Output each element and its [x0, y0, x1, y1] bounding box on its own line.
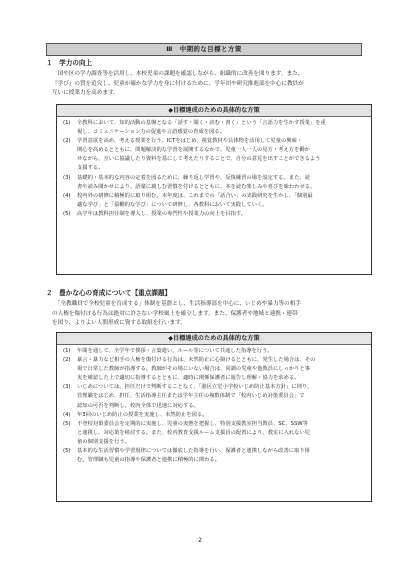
section1-measures-title: ◆目標達成のための具体的な方策: [57, 105, 371, 117]
item-line: 暴言・暴力など相手の人権を傷付ける行為は、未然防止に心掛けるとともに、発生した場合は、その: [77, 357, 316, 364]
item-line: 校内外の研修に積極的に取り組む。本年度は、これまでの「話合い」の実践研究を生かし、「個別最: [77, 192, 313, 199]
item-line: 関心を高めるとともに、問題解決的な学習を展開するなかで、児童一人一人の見方・考え方を働か: [77, 147, 310, 154]
page-number: 2: [198, 537, 202, 544]
item-line: 高学年は教科担任制を導入し、授業の専門性や授業力の向上を目指す。: [77, 210, 247, 217]
item-line: 基礎的・基本的な内容の定着を図るために、繰り返し学習や、反復練習の場を設定する。また、読: [77, 174, 310, 181]
item-line: 不登校対策委員会を定期的に実施し、児童の実態を把握し、特別支援教室担当教員、SC、SSW等: [77, 420, 308, 427]
item-line: 管理職をはじめ、担任、生活指導主任または学年主任の複数体制で「校内いじめ対策委員会」で: [77, 393, 305, 400]
item-number: (4): [63, 411, 71, 418]
item-line: と連携し、対応策を検討する。また、校内教育支援ルーム支援員の配置により、教室に入れない児: [77, 429, 311, 436]
list-item: [63, 192, 367, 210]
section1-measures-box: [56, 104, 372, 275]
section1-paragraph-line: 国や区の学力調査等を活用し、本校児童の課題を確認しながら、組織的に改善を図ります。また、: [52, 71, 304, 77]
section1-paragraph-line: 互いに授業力を高めます。: [52, 90, 119, 96]
list-item: [63, 383, 367, 410]
item-line: 年3回のいじめ防止の授業を実施し、未然防止を図る。: [77, 411, 208, 418]
item-line: 視し、コミュニケーション力の促進や言語感覚の育成を図る。: [77, 129, 225, 136]
section-title: Ⅲ 中期的な目標と方策: [46, 43, 362, 56]
list-item: [63, 447, 367, 465]
item-number: (2): [63, 357, 71, 364]
item-line: 基本的な生活習慣や学習規律については徹底した指導を行い、保護者と連携しながら改善に取り組: [77, 448, 310, 455]
item-line: 年間を通して、全学年で挨拶・言葉遣い、ルール等について共通した指導を行う。: [77, 348, 273, 354]
item-number: (4): [63, 192, 71, 199]
item-line: 支援する。: [77, 165, 104, 172]
item-line: む。管理職も児童の指導や保護者と連携に積極的に関わる。: [77, 457, 221, 464]
section2-measures-box: [56, 332, 372, 502]
list-item: [63, 420, 367, 447]
item-number: (3): [63, 174, 71, 181]
item-line: 学習意欲を高め、考える授業を行う。ICTをはじめ、視覚教材や具体物を活用して児童の興味・: [77, 138, 303, 145]
item-line: 認知の可否を判断し、校内全体で迅速に対応する。: [77, 402, 199, 409]
item-number: (1): [63, 348, 71, 354]
list-item: [63, 411, 367, 420]
item-number: (3): [63, 384, 71, 391]
list-item: [63, 210, 367, 219]
list-item: [63, 174, 367, 192]
item-line: 場で日常した教師が指導する。教師がその場にいない場合は、同調の児童や他教員にしっかりと事: [77, 366, 311, 373]
section2-paragraph-line: を図り、よりよい人間形成に資する取組を行います。: [52, 320, 186, 326]
list-item: [63, 119, 367, 137]
section2-measures-title: ◆目標達成のための具体的な方策: [57, 333, 371, 345]
item-number: (2): [63, 138, 71, 145]
section2-paragraph-line: の人権を傷付ける行為は絶対に許さない学校風土を確立します。また、保護者や地域と連携・連帯: [52, 310, 298, 317]
list-item: [63, 347, 367, 356]
section1-measures-list: [57, 117, 371, 221]
section2-paragraph: [52, 300, 374, 329]
list-item: [63, 137, 367, 173]
item-line: せながら、互いに協議したり資料を基にして考えたりすることで、自分の意見を出すことができるよう: [77, 156, 321, 163]
section1-heading: １ 学力の向上: [46, 59, 93, 67]
item-number: (5): [63, 448, 71, 455]
item-line: 適な学び」と「協働的な学び」について研修し、各教科において実践していく。: [77, 201, 268, 208]
list-item: [63, 356, 367, 383]
item-number: (5): [63, 420, 71, 427]
section2-heading: ２ 豊かな心の育成について【重点課題】: [46, 289, 172, 297]
item-line: 全教科において、知的活動の基盤となる「話す・聞く・読む・書く」という「言語力を生かす授業」を重: [77, 120, 326, 126]
section2-paragraph-line: 「全教職員で全校児童を育成する」体制を基盤とし、生活指導部を中心に、いじめや暴力等の相手: [52, 301, 301, 307]
item-number: (1): [63, 120, 71, 126]
item-line: いじめについては、担任だけで判断することなく、「港区立堂小学校いじめ防止基本方針」に則り、: [77, 384, 313, 391]
item-line: 童の個別支援を行う。: [77, 438, 130, 445]
section1-paragraph-line: 『学び』の質を追究し、児童が確かな学力を身に付けるために、学年団や研究推進部を中心に教員が: [52, 80, 304, 87]
section2-measures-list: [57, 345, 371, 467]
item-line: 実を確認した上で適切に指導するとともに、適時に関係保護者に報告し理解・協力を求める。: [77, 375, 300, 382]
section1-paragraph: [52, 70, 374, 99]
item-number: (5): [63, 210, 71, 217]
item-line: 書や読み聞かせにより、語彙に親しむ習慣を付けるとともに、本を読む楽しみや喜びを味わわせる。: [77, 183, 316, 190]
